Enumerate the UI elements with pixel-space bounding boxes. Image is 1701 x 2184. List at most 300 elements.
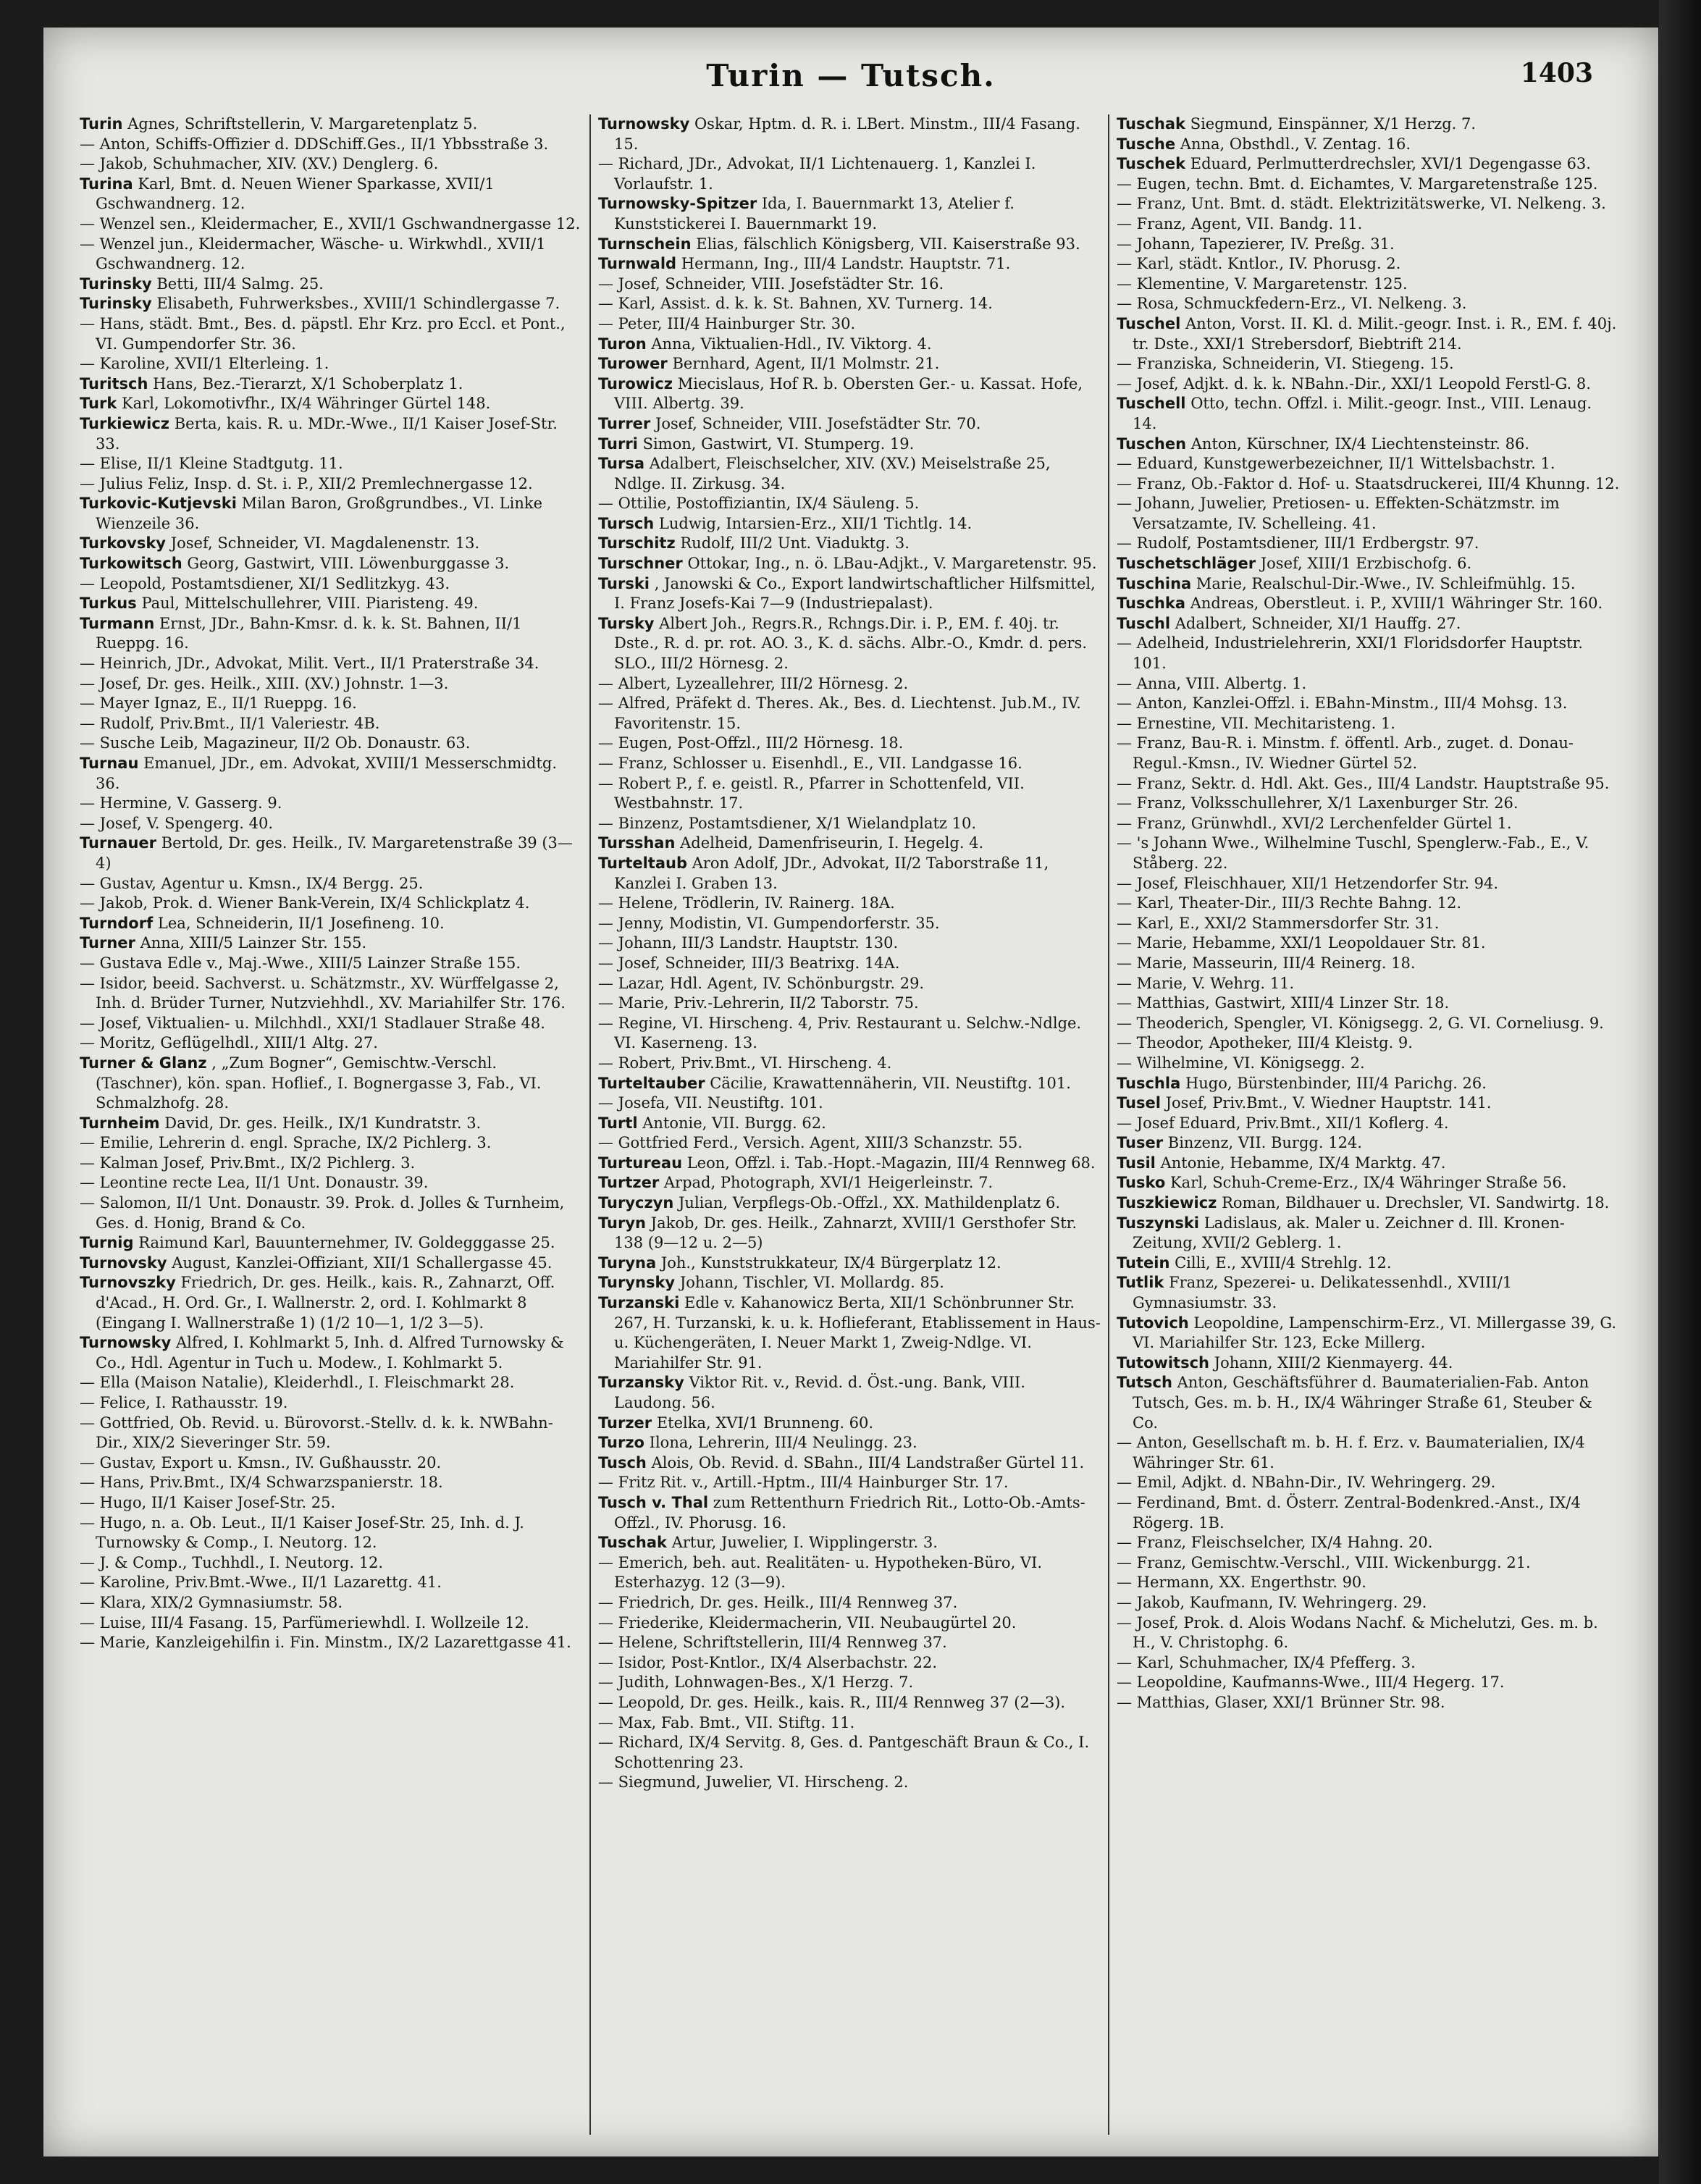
book-spine-shadow (1659, 0, 1701, 2184)
directory-entry (80, 734, 582, 754)
entry-details: Hugo, Bürstenbinder, III/4 Parichg. 26. (1185, 1074, 1487, 1092)
directory-entry (1117, 194, 1621, 214)
directory-entry (1117, 1014, 1621, 1034)
entry-surname: Turndorf (80, 914, 154, 932)
directory-entry (80, 534, 582, 554)
entry-details: zum Rettenthurn Friedrich Rit., Lotto-Ob.-Amts-Offzl., IV. Phorusg. 16. (614, 1493, 1085, 1532)
entry-details: Karl, Lokomotivfhr., IX/4 Währinger Gürtel 148. (121, 395, 491, 413)
entry-surname: Tuschek (1117, 155, 1186, 173)
entry-details: — Josef Eduard, Priv.Bmt., XII/1 Koflerg. 4. (1117, 1114, 1449, 1132)
directory-entry (80, 374, 582, 395)
entry-surname: Tusil (1117, 1154, 1156, 1172)
directory-entry (1117, 1093, 1621, 1114)
directory-entry (1117, 1473, 1621, 1493)
directory-entry (80, 235, 582, 274)
entry-surname: Turnig (80, 1234, 134, 1252)
entry-surname: Turschitz (598, 534, 676, 553)
directory-entry (80, 354, 582, 374)
entry-surname: Turzansky (598, 1374, 684, 1392)
entry-details: — Friedrich, Dr. ges. Heilk., III/4 Rennweg 37. (598, 1593, 958, 1611)
directory-entry (80, 954, 582, 974)
directory-entry (80, 594, 582, 614)
entry-surname: Tuschla (1117, 1074, 1181, 1092)
entry-surname: Tutsch (1117, 1374, 1172, 1392)
entry-details: — Leopoldine, Kaufmanns-Wwe., III/4 Hegerg. 17. (1117, 1673, 1505, 1692)
directory-entry (80, 714, 582, 734)
directory-entry (598, 494, 1101, 514)
directory-entry (598, 1193, 1101, 1214)
directory-entry (80, 814, 582, 834)
entry-surname: Turnowsky (80, 1334, 172, 1352)
page-title: Turin — Tutsch. (706, 58, 996, 93)
entry-surname: Turnowsky-Spitzer (598, 195, 757, 213)
entry-details: — Gustava Edle v., Maj.-Wwe., XIII/5 Lainzer Straße 155. (80, 954, 521, 972)
entry-details: Johann, Tischler, VI. Mollardg. 85. (679, 1274, 944, 1292)
directory-entry (80, 1193, 582, 1233)
entry-surname: Tuschel (1117, 314, 1181, 332)
entry-details: — Franz, Unt. Bmt. d. städt. Elektrizitätswerke, VI. Nelkeng. 3. (1117, 195, 1606, 213)
directory-entry (1117, 554, 1621, 574)
entry-details: — Hans, städt. Bmt., Bes. d. päpstl. Ehr Krz. pro Eccl. et Pont., VI. Gumpendorfer Str. 36. (80, 314, 566, 353)
page-header (43, 58, 1658, 109)
directory-entry (80, 1133, 582, 1154)
entry-surname: Turnau (80, 755, 139, 772)
directory-entry (598, 1493, 1101, 1533)
entry-details: Hans, Bez.-Tierarzt, X/1 Schoberplatz 1. (153, 374, 463, 392)
entry-details: — Josef, Prok. d. Alois Wodans Nachf. & Michelutzi, Ges. m. b. H., V. Christophg. 6. (1117, 1613, 1598, 1652)
entry-details: — Karl, Theater-Dir., III/3 Rechte Bahng. 12. (1117, 894, 1462, 912)
entry-surname: Turzo (598, 1434, 644, 1452)
entry-surname: Turyn (598, 1214, 646, 1232)
entry-surname: Turinsky (80, 274, 152, 293)
entry-surname: Tusko (1117, 1174, 1166, 1192)
entry-details: Josef, Priv.Bmt., V. Wiedner Hauptstr. 141. (1165, 1094, 1492, 1112)
directory-entry (598, 574, 1101, 614)
entry-details: — Anton, Schiffs-Offizier d. DDSchiff.Ges., II/1 Ybbsstraße 3. (80, 135, 549, 153)
directory-entry (80, 1633, 582, 1653)
directory-entry (80, 474, 582, 495)
directory-entry (1117, 874, 1621, 894)
entry-details: Paul, Mittelschullehrer, VIII. Piaristeng. 49. (141, 595, 479, 613)
entry-details: Emanuel, JDr., em. Advokat, XVIII/1 Messerschmidtg. 36. (96, 755, 558, 792)
entry-details: — Judith, Lohnwagen-Bes., X/1 Herzg. 7. (598, 1673, 914, 1692)
entry-details: Johann, XIII/2 Kienmayerg. 44. (1214, 1353, 1453, 1372)
entry-details: Otto, techn. Offzl. i. Milit.-geogr. Inst., VIII. Lenaug. 14. (1133, 395, 1592, 432)
directory-entry (598, 114, 1101, 154)
entry-details: Aron Adolf, JDr., Advokat, II/2 Taborstraße 11, Kanzlei I. Graben 13. (614, 854, 1049, 892)
entry-surname: Turkovic-Kutjevski (80, 495, 237, 513)
entry-surname: Tursky (598, 614, 655, 632)
directory-entry (598, 914, 1101, 934)
entry-details: Eduard, Perlmutterdrechsler, XVI/1 Degengasse 63. (1190, 155, 1591, 173)
directory-entry (1117, 1373, 1621, 1433)
entry-details: — Emilie, Lehrerin d. engl. Sprache, IX/2 Pichlerg. 3. (80, 1134, 492, 1152)
directory-entry (598, 434, 1101, 455)
entry-details: — Emerich, beh. aut. Realitäten- u. Hypotheken-Büro, VI. Esterhazyg. 12 (3—9). (598, 1553, 1043, 1592)
directory-entry (598, 414, 1101, 434)
entry-details: — Gustav, Export u. Kmsn., IV. Gußhausstr. 20. (80, 1453, 442, 1471)
entry-details: — Ella (Maison Natalie), Kleiderhdl., I. Fleischmarkt 28. (80, 1374, 515, 1392)
entry-surname: Turnauer (80, 834, 156, 852)
directory-entry (80, 494, 582, 534)
entry-details: Anna, Obsthdl., V. Zentag. 16. (1180, 135, 1411, 153)
entry-details: — Jakob, Prok. d. Wiener Bank-Verein, IX/4 Schlickplatz 4. (80, 894, 530, 912)
entry-surname: Turina (80, 175, 133, 193)
directory-entry (80, 914, 582, 934)
entry-surname: Tursa (598, 455, 644, 473)
directory-entry (1117, 374, 1621, 395)
directory-entry (1117, 1054, 1621, 1074)
directory-columns (72, 114, 1629, 2135)
entry-surname: Tuschina (1117, 574, 1192, 592)
directory-entry (80, 1414, 582, 1453)
entry-surname: Turowicz (598, 374, 673, 392)
directory-entry (80, 1553, 582, 1574)
entry-details: — Josef, Schneider, III/3 Beatrixg. 14A. (598, 954, 900, 972)
directory-entry (598, 1014, 1101, 1054)
page-number: 1403 (1520, 58, 1593, 88)
entry-surname: Turri (598, 434, 638, 453)
directory-entry (80, 654, 582, 674)
entry-details: Lea, Schneiderin, II/1 Josefineng. 10. (157, 914, 445, 932)
directory-entry (1117, 674, 1621, 694)
entry-details: Edle v. Kahanowicz Berta, XII/1 Schönbrunner Str. 267, H. Turzanski, k. u. k. Hoflieferant, Etablissement in Haus- u. Küchengeräten, I. Neuer Markt 1, Zweig-Ndlge. VI. Mariahilfer Str. 91. (614, 1294, 1101, 1372)
entry-surname: Tuszkiewicz (1117, 1194, 1217, 1212)
entry-details: — Karoline, XVII/1 Elterleing. 1. (80, 355, 329, 373)
directory-entry (80, 1513, 582, 1553)
directory-entry (598, 335, 1101, 355)
entry-details: — Mayer Ignaz, E., II/1 Rueppg. 16. (80, 694, 357, 713)
directory-entry (1117, 933, 1621, 954)
directory-entry (1117, 614, 1621, 634)
entry-surname: Turrer (598, 414, 651, 432)
entry-details: Adalbert, Fleischselcher, XIV. (XV.) Meiselstraße 25, Ndlge. II. Zirkusg. 34. (614, 455, 1051, 492)
directory-entry (1117, 534, 1621, 554)
directory-entry (598, 354, 1101, 374)
entry-details: , „Zum Bogner“, Gemischtw.-Verschl. (Taschner), kön. span. Hoflief., I. Bognergasse 3, Fab., VI. Schmalzhofg. 28. (96, 1054, 542, 1112)
directory-entry (1117, 1493, 1621, 1533)
directory-entry (598, 514, 1101, 534)
directory-entry (1117, 154, 1621, 175)
entry-details: — Hermann, XX. Engerthstr. 90. (1117, 1574, 1366, 1592)
entry-details: — Anna, VIII. Albertg. 1. (1117, 674, 1307, 692)
directory-entry (80, 1054, 582, 1114)
entry-details: Etelka, XVI/1 Brunneng. 60. (656, 1414, 874, 1432)
directory-entry (598, 894, 1101, 914)
entry-details: — Friederike, Kleidermacherin, VII. Neubaugürtel 20. (598, 1613, 1017, 1631)
directory-entry (80, 214, 582, 235)
entry-details: — Peter, III/4 Hainburger Str. 30. (598, 314, 856, 332)
entry-details: Ernst, JDr., Bahn-Kmsr. d. k. k. St. Bahnen, II/1 Rueppg. 16. (96, 614, 522, 652)
directory-entry (1117, 294, 1621, 314)
directory-entry (598, 1613, 1101, 1634)
entry-details: Antonie, Hebamme, IX/4 Marktg. 47. (1160, 1154, 1446, 1172)
entry-details: — Emil, Adjkt. d. NBahn-Dir., IV. Wehringerg. 29. (1117, 1474, 1496, 1492)
entry-details: — Susche Leib, Magazineur, II/2 Ob. Donaustr. 63. (80, 734, 471, 752)
directory-entry (598, 194, 1101, 234)
entry-details: — Johann, Juwelier, Pretiosen- u. Effekten-Schätzmstr. im Versatzamte, IV. Schelleing. 41. (1117, 495, 1560, 532)
directory-entry (80, 1373, 582, 1393)
directory-entry (1117, 1074, 1621, 1094)
entry-details: Berta, kais. R. u. MDr.-Wwe., II/1 Kaiser Josef-Str. 33. (96, 414, 558, 453)
entry-surname: Turnheim (80, 1114, 160, 1132)
entry-surname: Turnschein (598, 235, 692, 253)
entry-details: Cilli, E., XVIII/4 Strehlg. 12. (1175, 1253, 1392, 1272)
entry-surname: Tutovich (1117, 1314, 1189, 1332)
entry-details: Alois, Ob. Revid. d. SBahn., III/4 Landstraßer Gürtel 11. (651, 1453, 1085, 1471)
directory-entry (598, 1214, 1101, 1253)
entry-surname: Turynsky (598, 1274, 676, 1292)
directory-entry (598, 1673, 1101, 1693)
entry-surname: Tuschl (1117, 614, 1171, 632)
entry-details: Bernhard, Agent, II/1 Molmstr. 21. (672, 355, 940, 373)
entry-details: — Marie, Hebamme, XXI/1 Leopoldauer Str. 81. (1117, 934, 1486, 952)
entry-surname: Tusel (1117, 1094, 1161, 1112)
directory-entry (598, 554, 1101, 574)
directory-entry (598, 1433, 1101, 1453)
directory-entry (80, 974, 582, 1014)
entry-surname: Turzer (598, 1414, 652, 1432)
entry-surname: Tursch (598, 514, 655, 532)
entry-surname: Turmann (80, 614, 155, 632)
entry-details: — Isidor, Post-Kntlor., IX/4 Alserbachstr. 22. (598, 1653, 938, 1671)
directory-entry (598, 994, 1101, 1014)
entry-details: Adelheid, Damenfriseurin, I. Hegelg. 4. (680, 834, 984, 852)
directory-entry (1117, 714, 1621, 734)
entry-surname: Turski (598, 574, 650, 592)
directory-entry (598, 954, 1101, 974)
directory-entry (1117, 1214, 1621, 1253)
entry-details: — Marie, Kanzleigehilfin i. Fin. Minstm., IX/2 Lazarettgasse 41. (80, 1634, 571, 1652)
directory-entry (80, 1393, 582, 1414)
directory-entry (1117, 1593, 1621, 1613)
directory-entry (598, 774, 1101, 814)
entry-surname: Turk (80, 395, 117, 413)
entry-details: — J. & Comp., Tuchhdl., I. Neutorg. 12. (80, 1553, 384, 1571)
entry-details: — Theodor, Apotheker, III/4 Kleistg. 9. (1117, 1034, 1413, 1052)
directory-entry (1117, 1273, 1621, 1313)
directory-entry (1117, 833, 1621, 873)
entry-details: — Eugen, techn. Bmt. d. Eichamtes, V. Margaretenstraße 125. (1117, 175, 1598, 193)
entry-details: — Lazar, Hdl. Agent, IV. Schönburgstr. 29. (598, 974, 925, 992)
entry-details: — Johann, III/3 Landstr. Hauptstr. 130. (598, 934, 899, 952)
entry-details: Elisabeth, Fuhrwerksbes., XVIII/1 Schindlergasse 7. (156, 295, 560, 313)
directory-entry (1117, 254, 1621, 274)
directory-page (43, 28, 1658, 2156)
directory-entry (1117, 734, 1621, 773)
directory-entry (1117, 1533, 1621, 1553)
entry-details: — Matthias, Glaser, XXI/1 Brünner Str. 98. (1117, 1693, 1445, 1711)
entry-details: — Gottfried, Ob. Revid. u. Bürovorst.-Stellv. d. k. k. NWBahn-Dir., XIX/2 Sieveringer Str. 59. (80, 1414, 553, 1452)
entry-details: Alfred, I. Kohlmarkt 5, Inh. d. Alfred Turnowsky & Co., Hdl. Agentur in Tuch u. Modew., I. Kohlmarkt 5. (96, 1334, 564, 1372)
directory-entry (1117, 494, 1621, 534)
directory-entry (598, 1273, 1101, 1293)
entry-surname: Turkowitsch (80, 555, 182, 573)
entry-details: — Franziska, Schneiderin, VI. Stiegeng. 15. (1117, 355, 1454, 373)
entry-details: August, Kanzlei-Offiziant, XII/1 Schallergasse 45. (172, 1253, 553, 1272)
directory-entry (1117, 794, 1621, 814)
directory-entry (598, 614, 1101, 674)
entry-details: — Leopold, Dr. ges. Heilk., kais. R., III/4 Rennweg 37 (2—3). (598, 1693, 1066, 1711)
directory-entry (598, 1414, 1101, 1434)
entry-details: Karl, Schuh-Creme-Erz., IX/4 Währinger Straße 56. (1169, 1174, 1567, 1192)
entry-details: — Richard, IX/4 Servitg. 8, Ges. d. Pantgeschäft Braun & Co., I. Schottenring 23. (598, 1734, 1090, 1771)
entry-details: — Alfred, Präfekt d. Theres. Ak., Bes. d. Liechtenst. Jub.M., IV. Favoritenstr. 15. (598, 694, 1081, 732)
directory-entry (1117, 1033, 1621, 1054)
entry-details: Elias, fälschlich Königsberg, VII. Kaiserstraße 93. (696, 235, 1080, 253)
directory-entry (1117, 214, 1621, 235)
entry-details: — Ernestine, VII. Mechitaristeng. 1. (1117, 714, 1395, 732)
directory-entry (598, 1054, 1101, 1074)
entry-details: Agnes, Schriftstellerin, V. Margaretenplatz 5. (127, 115, 478, 133)
entry-details: — Rosa, Schmuckfedern-Erz., VI. Nelkeng. 3. (1117, 295, 1467, 313)
column-2 (591, 114, 1109, 2135)
directory-entry (1117, 474, 1621, 495)
directory-entry (1117, 354, 1621, 374)
directory-entry (1117, 814, 1621, 834)
entry-details: — Richard, JDr., Advokat, II/1 Lichtenauerg. 1, Kanzlei I. Vorlaufstr. 1. (598, 155, 1036, 193)
entry-details: Antonie, VII. Burgg. 62. (642, 1114, 826, 1132)
directory-entry (80, 674, 582, 694)
entry-surname: Tuschen (1117, 434, 1187, 453)
entry-surname: Turteltauber (598, 1074, 705, 1092)
directory-entry (80, 1473, 582, 1493)
directory-entry (80, 614, 582, 654)
directory-entry (1117, 594, 1621, 614)
directory-entry (1117, 235, 1621, 255)
directory-entry (598, 374, 1101, 414)
entry-details: — Robert, Priv.Bmt., VI. Hirscheng. 4. (598, 1054, 892, 1072)
entry-surname: Turzanski (598, 1294, 680, 1312)
directory-entry (1117, 135, 1621, 155)
entry-details: — Josef, Viktualien- u. Milchhdl., XXI/1 Stadlauer Straße 48. (80, 1014, 545, 1032)
entry-details: — Eduard, Kunstgewerbezeichner, II/1 Wittelsbachstr. 1. (1117, 455, 1555, 473)
entry-details: — Helene, Trödlerin, IV. Rainerg. 18A. (598, 894, 895, 912)
entry-details: — Adelheid, Industrielehrerin, XXI/1 Floridsdorfer Hauptstr. 101. (1117, 634, 1583, 673)
directory-entry (598, 235, 1101, 255)
directory-entry (80, 1333, 582, 1373)
directory-entry (80, 1453, 582, 1474)
directory-entry (598, 1253, 1101, 1274)
entry-surname: Turkus (80, 595, 137, 613)
entry-details: — Ottilie, Postoffiziantin, IX/4 Säuleng. 5. (598, 495, 920, 513)
directory-entry (80, 154, 582, 175)
entry-details: Raimund Karl, Bauunternehmer, IV. Goldegggasse 25. (138, 1234, 555, 1252)
entry-surname: Turschner (598, 555, 683, 573)
directory-entry (598, 154, 1101, 194)
entry-details: — Franz, Sektr. d. Hdl. Akt. Ges., III/4 Landstr. Hauptstraße 95. (1117, 774, 1610, 792)
directory-entry (1117, 314, 1621, 354)
entry-surname: Turtzer (598, 1174, 660, 1192)
entry-details: — Ferdinand, Bmt. d. Österr. Zentral-Bodenkred.-Anst., IX/4 Rögerg. 1B. (1117, 1493, 1581, 1532)
entry-surname: Turkiewicz (80, 414, 170, 432)
directory-entry (598, 674, 1101, 694)
entry-details: Josef, Schneider, VIII. Josefstädter Str. 70. (655, 414, 981, 432)
directory-entry (1117, 1673, 1621, 1693)
entry-details: — Theoderich, Spengler, VI. Königsegg. 2, G. VI. Corneliusg. 9. (1117, 1014, 1604, 1032)
entry-surname: Tuschell (1117, 395, 1186, 413)
entry-details: — Hermine, V. Gasserg. 9. (80, 794, 282, 812)
entry-details: Adalbert, Schneider, XI/1 Hauffg. 27. (1175, 614, 1461, 632)
entry-details: — Franz, Grünwhdl., XVI/2 Lerchenfelder Gürtel 1. (1117, 814, 1512, 832)
directory-entry (80, 294, 582, 314)
entry-details: — 's Johann Wwe., Wilhelmine Tuschl, Spenglerw.-Fab., E., V. Ståberg. 22. (1117, 834, 1589, 872)
directory-entry (1117, 774, 1621, 794)
directory-entry (1117, 1314, 1621, 1353)
entry-details: — Anton, Kanzlei-Offzl. i. EBahn-Minstm., III/4 Mohsg. 13. (1117, 694, 1568, 713)
directory-entry (80, 175, 582, 214)
entry-surname: Tuschetschläger (1117, 555, 1256, 573)
entry-surname: Turower (598, 355, 668, 373)
entry-details: Siegmund, Einspänner, X/1 Herzg. 7. (1190, 115, 1477, 133)
directory-entry (1117, 114, 1621, 135)
entry-details: — Josef, V. Spengerg. 40. (80, 814, 274, 832)
directory-entry (598, 1453, 1101, 1474)
entry-surname: Turnowsky (598, 115, 690, 133)
entry-details: Josef, Schneider, VI. Magdalenenstr. 13. (170, 534, 480, 553)
entry-details: — Johann, Tapezierer, IV. Preßg. 31. (1117, 235, 1395, 253)
entry-surname: Tuschak (1117, 115, 1186, 133)
directory-entry (1117, 454, 1621, 474)
entry-details: — Franz, Bau-R. i. Minstm. f. öffentl. Arb., zuget. d. Donau-Regul.-Kmsn., IV. Wiedner Gürtel 52. (1117, 734, 1574, 772)
entry-details: Leon, Offzl. i. Tab.-Hopt.-Magazin, III/4 Rennweg 68. (686, 1154, 1096, 1172)
entry-details: — Heinrich, JDr., Advokat, Milit. Vert., II/1 Praterstraße 34. (80, 655, 539, 673)
directory-entry (598, 1733, 1101, 1773)
entry-details: — Max, Fab. Bmt., VII. Stiftg. 11. (598, 1713, 855, 1731)
entry-details: Joh., Kunststrukkateur, IX/4 Bürgerplatz 12. (660, 1253, 1001, 1272)
entry-surname: Turner (80, 934, 135, 952)
directory-entry (598, 1693, 1101, 1713)
entry-details: — Julius Feliz, Insp. d. St. i. P., XII/2 Premlechnergasse 12. (80, 474, 533, 492)
entry-details: — Karl, städt. Kntlor., IV. Phorusg. 2. (1117, 255, 1401, 273)
entry-details: — Eugen, Post-Offzl., III/2 Hörnesg. 18. (598, 734, 904, 752)
entry-details: — Elise, II/1 Kleine Stadtgutg. 11. (80, 455, 343, 473)
entry-details: — Helene, Schriftstellerin, III/4 Rennweg 37. (598, 1634, 947, 1652)
entry-details: — Marie, Priv.-Lehrerin, II/2 Taborstr. 75. (598, 994, 919, 1012)
entry-details: Binzenz, VII. Burgg. 124. (1167, 1134, 1362, 1152)
entry-details: Anton, Vorst. II. Kl. d. Milit.-geogr. Inst. i. R., EM. f. 40j. tr. Dste., XXI/1 Strebersdorf, Biebtrift 214. (1133, 314, 1617, 353)
entry-surname: Turkovsky (80, 534, 166, 553)
directory-entry (80, 1154, 582, 1174)
entry-surname: Turyna (598, 1253, 657, 1272)
entry-details: — Gustav, Agentur u. Kmsn., IX/4 Bergg. 25. (80, 874, 424, 892)
entry-details: — Jenny, Modistin, VI. Gumpendorferstr. 35. (598, 914, 940, 932)
entry-details: Anton, Kürschner, IX/4 Liechtensteinstr. 86. (1190, 434, 1529, 453)
directory-entry (80, 1253, 582, 1274)
entry-details: — Karl, E., XXI/2 Stammersdorfer Str. 31. (1117, 914, 1440, 932)
entry-details: — Josef, Schneider, VIII. Josefstädter Str. 16. (598, 274, 944, 293)
directory-entry (598, 314, 1101, 335)
directory-entry (598, 1293, 1101, 1373)
entry-details: — Moritz, Geflügelhdl., XIII/1 Altg. 27. (80, 1034, 378, 1052)
directory-entry (598, 1633, 1101, 1653)
entry-details: Ilona, Lehrerin, III/4 Neulingg. 23. (649, 1434, 917, 1452)
directory-entry (598, 1653, 1101, 1673)
directory-entry (1117, 634, 1621, 673)
directory-entry (598, 854, 1101, 894)
directory-entry (1117, 1154, 1621, 1174)
entry-details: — Franz, Ob.-Faktor d. Hof- u. Staatsdruckerei, III/4 Khunng. 12. (1117, 474, 1620, 492)
entry-details: Josef, XIII/1 Erzbischofg. 6. (1260, 555, 1472, 573)
directory-entry (1117, 1253, 1621, 1274)
directory-entry (80, 574, 582, 595)
directory-entry (1117, 1573, 1621, 1593)
entry-details: Arpad, Photograph, XVI/1 Heigerleinstr. 7. (663, 1174, 994, 1192)
entry-details: — Wenzel sen., Kleidermacher, E., XVII/1 Gschwandnergasse 12. (80, 214, 581, 232)
entry-details: Ladislaus, ak. Maler u. Zeichner d. Ill. Kronen-Zeitung, XVII/2 Geblerg. 1. (1133, 1214, 1565, 1252)
directory-entry (80, 754, 582, 794)
directory-entry (598, 754, 1101, 774)
